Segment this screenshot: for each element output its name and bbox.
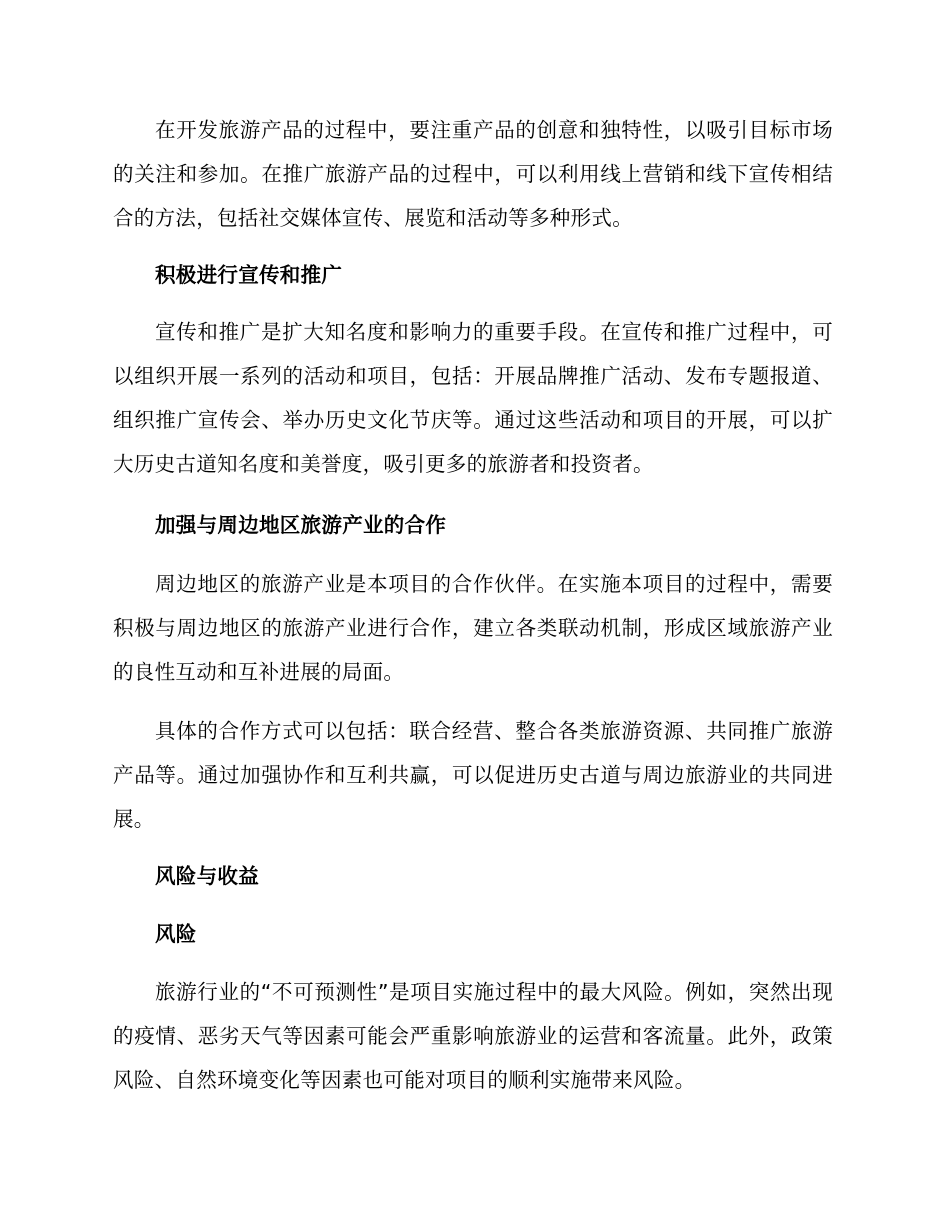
paragraph-cooperation-1: 周边地区的旅游产业是本项目的合作伙伴。在实施本项目的过程中，需要积极与周边地区的旅游产业进行合作，建立各类联动机制，形成区域旅游产业的良性互动和互补进展的局面。	[113, 572, 833, 684]
paragraph-promotion: 宣传和推广是扩大知名度和影响力的重要手段。在宣传和推广过程中，可以组织开展一系列的活动和项目，包括：开展品牌推广活动、发布专题报道、组织推广宣传会、举办历史文化节庆等。通过这些活动和项目的开展，可以扩大历史古道知名度和美誉度，吸引更多的旅游者和投资者。	[113, 320, 833, 476]
paragraph-product-development: 在开发旅游产品的过程中，要注重产品的创意和独特性，以吸引目标市场的关注和参加。在推广旅游产品的过程中，可以利用线上营销和线下宣传相结合的方法，包括社交媒体宣传、展览和活动等多种形式。	[113, 118, 833, 230]
heading-risk-return: 风险与收益	[155, 864, 259, 888]
heading-cooperation: 加强与周边地区旅游产业的合作	[155, 513, 447, 537]
paragraph-risk: 旅游行业的“不可预测性”是项目实施过程中的最大风险。例如，突然出现的疫情、恶劣天气等因素可能会严重影响旅游业的运营和客流量。此外，政策风险、自然环境变化等因素也可能对项目的顺利实施带来风险。	[113, 980, 833, 1092]
heading-promotion: 积极进行宣传和推广	[155, 263, 343, 287]
paragraph-cooperation-2: 具体的合作方式可以包括：联合经营、整合各类旅游资源、共同推广旅游产品等。通过加强协作和互利共赢，可以促进历史古道与周边旅游业的共同进展。	[113, 719, 833, 831]
heading-risk: 风险	[155, 922, 197, 946]
